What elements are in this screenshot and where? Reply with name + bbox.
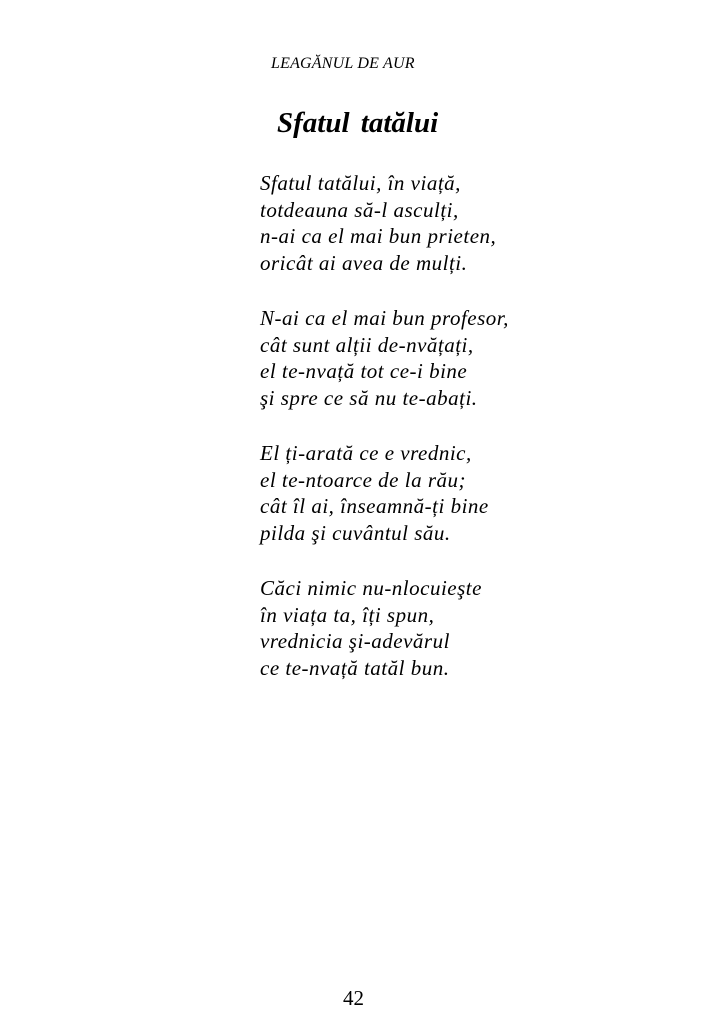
poem-line: oricât ai avea de mulți. bbox=[260, 250, 468, 275]
poem-body bbox=[260, 170, 680, 710]
poem-line: totdeauna să-l asculți, bbox=[260, 197, 459, 222]
poem-line: n-ai ca el mai bun prieten, bbox=[260, 224, 497, 248]
stanza-3 bbox=[260, 440, 680, 546]
poem-line: pilda şi cuvântul său. bbox=[260, 520, 451, 545]
stanza-1 bbox=[260, 170, 680, 276]
poem-line: cât sunt alții de-nvățați, bbox=[260, 332, 474, 357]
running-header: LEAGĂNUL DE AUR bbox=[271, 55, 415, 72]
poem-line: ce te-nvață tatăl bun. bbox=[260, 655, 450, 680]
poem-line: cât îl ai, înseamnă-ți bine bbox=[260, 494, 489, 518]
poem-line: Căci nimic nu-nlocuieşte bbox=[260, 576, 482, 600]
poem-line: el te-ntoarce de la rău; bbox=[260, 467, 466, 492]
poem-line: în viața ta, îți spun, bbox=[260, 602, 435, 627]
poem-title: Sfatul tatălui bbox=[277, 107, 439, 139]
poem-line: vrednicia şi-adevărul bbox=[260, 629, 450, 653]
stanza-2 bbox=[260, 305, 680, 411]
poem-line: şi spre ce să nu te-abați. bbox=[260, 385, 478, 410]
page-number: 42 bbox=[343, 986, 364, 1010]
poem-line: El ți-arată ce e vrednic, bbox=[260, 441, 472, 465]
stanza-4 bbox=[260, 575, 680, 681]
poem-line: el te-nvață tot ce-i bine bbox=[260, 359, 468, 383]
poem-line: Sfatul tatălui, în viață, bbox=[260, 171, 461, 195]
poem-line: N-ai ca el mai bun profesor, bbox=[260, 306, 509, 330]
